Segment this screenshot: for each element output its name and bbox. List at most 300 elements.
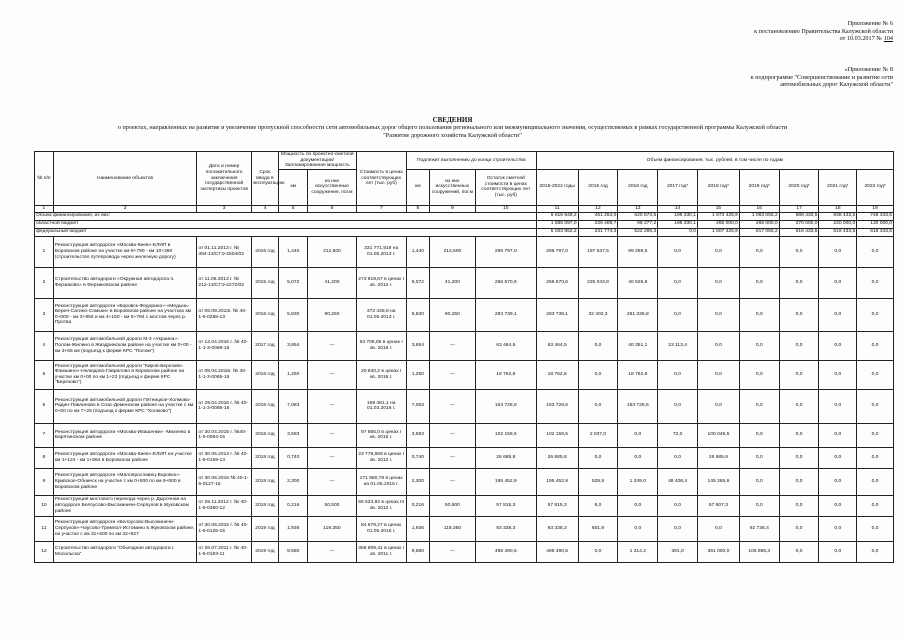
- year-value: 0,0: [697, 331, 739, 360]
- km: 1,440: [279, 236, 308, 267]
- object-name: Реконструкция автомобильной дороги Пятницкое-Холмово-Радин-Павлиново в Спас-Деменском районе на участке с км 0+00 по км 7+25 (подъезд к ферме КРС "Холмово"): [53, 389, 197, 423]
- total: 283 739,1: [536, 298, 578, 331]
- year-value: 0,0: [779, 423, 819, 447]
- projects-table: [34, 151, 894, 563]
- year-value: 105 885,3: [739, 541, 779, 562]
- column-number: 17: [779, 205, 819, 212]
- remaining: 93 338,3: [475, 516, 536, 541]
- table-row: [35, 468, 894, 495]
- summary-label: Объем финансирования, из них:: [35, 212, 537, 220]
- col-2015: 2015 год: [578, 169, 618, 205]
- summary-row: [35, 228, 894, 236]
- col-total: 2015-2022 годы: [536, 169, 578, 205]
- remaining: 63 464,5: [475, 331, 536, 360]
- col-2018: 2018 год*: [697, 169, 739, 205]
- col-no: № п/п: [35, 152, 54, 206]
- year-value: 0,0: [857, 360, 894, 389]
- year-value: 0,0: [779, 331, 819, 360]
- object-name: Реконструкция автодороги «Малоярославец-Боровск»-Кривское-Обнинск на участке с км 0+500 по км 9+000 в Боровском районе: [53, 468, 197, 495]
- year-value: 0,0: [819, 516, 857, 541]
- year-value: 0,0: [697, 267, 739, 298]
- remaining: 102 159,5: [475, 423, 536, 447]
- year-value: 0,0: [819, 541, 857, 562]
- year-value: 32 402,3: [578, 298, 618, 331]
- col-2022: 2022 год*: [857, 169, 894, 205]
- year-value: 0,0: [578, 389, 618, 423]
- year-value: 0,0: [819, 360, 857, 389]
- col-2020: 2020 год*: [779, 169, 819, 205]
- summary-value: 1 585 097,0: [536, 220, 578, 228]
- year-value: 0,0: [618, 447, 658, 468]
- column-number: 14: [658, 205, 698, 212]
- summary-value: 1 083 055,2: [739, 212, 779, 220]
- artificial: 212,500: [308, 236, 356, 267]
- km: 0,216: [279, 495, 308, 516]
- term: 2018 год: [251, 423, 278, 447]
- km: 0,740: [279, 447, 308, 468]
- expertise: от 30.05.2013 г. № 40-1-5-0159-13: [197, 447, 251, 468]
- year-value: 40 526,8: [618, 267, 658, 298]
- done-art: 119,350: [429, 516, 475, 541]
- year-value: 0,0: [739, 236, 779, 267]
- year-value: 0,0: [658, 298, 698, 331]
- table-row: [35, 298, 894, 331]
- object-name: Реконструкция автодороги «Москва-Ивашенки» -Михеево в Барятинском районе: [53, 423, 197, 447]
- year-value: 0,0: [779, 468, 819, 495]
- summary-value: 618 433,5: [819, 228, 857, 236]
- year-value: 391 000,0: [697, 541, 739, 562]
- row-number: 2: [35, 267, 54, 298]
- column-number: 8: [406, 205, 429, 212]
- year-value: 145 265,6: [697, 468, 739, 495]
- km: 5,072: [279, 267, 308, 298]
- cost: 63 708,05 в ценах I кв. 2016 г.: [356, 331, 406, 360]
- expertise: от 12.04.2016 г. № 40-1-1-3-0069-16: [197, 331, 251, 360]
- term: 2019 год: [251, 516, 278, 541]
- table-row: [35, 236, 894, 267]
- column-number: 11: [536, 205, 578, 212]
- year-value: 197 537,5: [578, 236, 618, 267]
- col-done: Подлежит выполнению до конца строительства: [406, 152, 536, 170]
- object-name: Реконструкция автодороги «Боровск-Федорино»-«Медынь-Верея-Сатино-Сомьки» в Боровском районе на участках км 0+000 - км 3+950 и км 4+150 - км 5+784 с мостом через р. Протва: [53, 298, 197, 331]
- col-remaining: Остаток сметной стоимости в ценах соответствующих лет (тыс. руб): [475, 169, 536, 205]
- total: 266 570,6: [536, 267, 578, 298]
- summary-value: 266 000,0: [697, 220, 739, 228]
- year-value: 0,0: [819, 447, 857, 468]
- term: 2017 год: [251, 331, 278, 360]
- artificial: —: [308, 541, 356, 562]
- col-artificial: из них искусственные сооружения, пог.м: [308, 169, 356, 205]
- year-value: 48 408,4: [658, 468, 698, 495]
- appendix8-to: к подпрограмме "Совершенствование и развитие сети: [750, 73, 893, 81]
- column-number: 2: [53, 205, 197, 212]
- year-value: 0,0: [779, 360, 819, 389]
- column-number: 7: [356, 205, 406, 212]
- summary-value: 270 000,0: [779, 220, 819, 228]
- table-row: [35, 423, 894, 447]
- year-value: 0,0: [857, 389, 894, 423]
- summary-value: 618 433,5: [857, 228, 894, 236]
- done-art: 212,500: [429, 236, 475, 267]
- table-row: [35, 516, 894, 541]
- year-value: 100 049,5: [697, 423, 739, 447]
- column-number: 6: [308, 205, 356, 212]
- term: 2016 год: [251, 389, 278, 423]
- year-value: 0,0: [819, 267, 857, 298]
- appendix6-number: 104: [883, 35, 893, 43]
- summary-label: областной бюджет: [35, 220, 537, 228]
- cost: 169 481,1 на 01.03.2016 г.: [356, 389, 406, 423]
- object-name: Реконструкция автомобильной дороги М-3 «Украина»-Полом-Жилино в Жиздринском районе на участке км 0+00 - км 3+65 км (подъезд к ферме КРС "Полом"): [53, 331, 197, 360]
- done-art: 41,200: [429, 267, 475, 298]
- expertise: от 30.04.2015 г. №40-1-5-0084-15: [197, 423, 251, 447]
- year-value: 0,0: [819, 495, 857, 516]
- table-row: [35, 389, 894, 423]
- year-value: 0,0: [697, 389, 739, 423]
- col-cost: Стоимость в ценах соответствующих лет (тыс. руб): [356, 152, 406, 206]
- done-km: 0,216: [406, 495, 429, 516]
- year-value: 0,0: [779, 236, 819, 267]
- year-value: 0,0: [658, 516, 698, 541]
- summary-value: 195 330,1: [658, 220, 698, 228]
- col-capacity: Мощность по проектно-сметной документации/ Запланированная мощность: [279, 152, 357, 170]
- cost: 97 865,0 в ценах I кв. 2015 г.: [356, 423, 406, 447]
- object-name: Реконструкция автомобильной дороги "Киров-Березово-Фомшино»-Нелюдово-Гаврилово в Кировском районе на участке км 0+00 по км 1+23 (подъезд к ферме КРС "Березово"): [53, 360, 197, 389]
- object-name: Реконструкция автодороги «Москва-Киев»-ЕЛИП в Боровском районе на участке км 8+790 - км 10+390 (строительство путепровода через железную дорогу): [53, 236, 197, 267]
- term: 2016 год: [251, 298, 278, 331]
- year-value: 2 037,0: [578, 423, 618, 447]
- artificial: —: [308, 447, 356, 468]
- done-art: —: [429, 541, 475, 562]
- year-value: 601,9: [578, 516, 618, 541]
- row-number: 1: [35, 236, 54, 267]
- column-number: 13: [618, 205, 658, 212]
- total: 63 464,5: [536, 331, 578, 360]
- term: 2018 год: [251, 447, 278, 468]
- term: 2016 год: [251, 236, 278, 267]
- year-value: 0,0: [819, 236, 857, 267]
- column-number: 19: [857, 205, 894, 212]
- col-term: Срок ввода в эксплуатацию: [251, 152, 278, 206]
- col-done-km: км: [406, 169, 429, 205]
- column-number-row: [35, 205, 894, 212]
- expertise: от 26.07.2011 г. № 40-1-5-0193-11: [197, 541, 251, 562]
- summary-value: 620 573,5: [618, 212, 658, 220]
- year-value: 0,0: [857, 541, 894, 562]
- year-value: 0,0: [578, 360, 618, 389]
- year-value: 1 249,0: [618, 468, 658, 495]
- year-value: 72,0: [658, 423, 698, 447]
- summary-value: 6 618 949,2: [536, 212, 578, 220]
- year-value: 57 807,3: [697, 495, 739, 516]
- row-number: 12: [35, 541, 54, 562]
- expertise: от 30.06.2015 № 40-1-5-0127-15: [197, 468, 251, 495]
- done-km: 1,440: [406, 236, 429, 267]
- year-value: 0,0: [697, 236, 739, 267]
- column-number: 15: [697, 205, 739, 212]
- year-value: 99 259,5: [618, 236, 658, 267]
- table-row: [35, 360, 894, 389]
- term: 2015 год: [251, 267, 278, 298]
- col-2021: 2021 год*: [819, 169, 857, 205]
- remaining: 57 815,3: [475, 495, 536, 516]
- summary-value: 5 033 852,2: [536, 228, 578, 236]
- summary-value: 817 055,2: [739, 228, 779, 236]
- term: 2018 год: [251, 495, 278, 516]
- appendix6-date: от 10.03.2017 № 104: [839, 35, 893, 43]
- term: 2018 год: [251, 468, 278, 495]
- total: 102 159,5: [536, 423, 578, 447]
- expertise: от 29.11.2012 г. № 40-1-5-0360-12: [197, 495, 251, 516]
- cost: 171 980,78 в ценах на 01.05.2015 г.: [356, 468, 406, 495]
- column-number: 18: [819, 205, 857, 212]
- total: 18 762,8: [536, 360, 578, 389]
- artificial: —: [308, 360, 356, 389]
- artificial: —: [308, 389, 356, 423]
- row-number: 10: [35, 495, 54, 516]
- summary-value: 888 433,5: [779, 212, 819, 220]
- year-value: 23 113,4: [658, 331, 698, 360]
- table-row: [35, 495, 894, 516]
- year-value: 26 685,8: [697, 447, 739, 468]
- year-value: 0,0: [697, 360, 739, 389]
- remaining: 195 452,9: [475, 468, 536, 495]
- column-number: 4: [251, 205, 278, 212]
- remaining: 18 762,8: [475, 360, 536, 389]
- summary-value: 231 774,3: [578, 228, 618, 236]
- done-art: —: [429, 468, 475, 495]
- column-number: 3: [197, 205, 251, 212]
- km: 1,250: [279, 360, 308, 389]
- year-value: 0,0: [658, 447, 698, 468]
- remaining: 266 570,6: [475, 267, 536, 298]
- total: 163 728,6: [536, 389, 578, 423]
- summary-value: 1 873 425,9: [697, 212, 739, 220]
- summary-value: 522 296,3: [618, 228, 658, 236]
- summary-value: 618 433,5: [779, 228, 819, 236]
- summary-value: 838 433,5: [819, 212, 857, 220]
- term: 2016 год: [251, 360, 278, 389]
- year-value: 0,0: [578, 331, 618, 360]
- year-value: 0,0: [819, 298, 857, 331]
- col-done-art: из них искусственных сооружений, пог.м: [429, 169, 475, 205]
- km: 2,300: [279, 468, 308, 495]
- col-fin: Объем финансирования, тыс. рублей, в том числе по годам: [536, 152, 893, 170]
- year-value: 0,0: [779, 389, 819, 423]
- col-2017: 2017 год*: [658, 169, 698, 205]
- year-value: 18 762,8: [618, 360, 658, 389]
- summary-value: 266 000,0: [739, 220, 779, 228]
- total: 26 685,8: [536, 447, 578, 468]
- done-art: —: [429, 389, 475, 423]
- cost: 366 809,41 в ценах I кв. 2011 г.: [356, 541, 406, 562]
- km: 5,830: [279, 298, 308, 331]
- year-value: 0,0: [857, 298, 894, 331]
- remaining: 498 490,5: [475, 541, 536, 562]
- year-value: 0,0: [819, 468, 857, 495]
- year-value: 0,0: [779, 298, 819, 331]
- year-value: 0,0: [739, 495, 779, 516]
- done-art: —: [429, 447, 475, 468]
- year-value: 0,0: [578, 541, 618, 562]
- summary-value: 220 000,0: [819, 220, 857, 228]
- object-name: Реконструкция автодороги «Белоусово-Высокиничи-Серпухов»-Чаусово-Тремпол-Истомино в Жуковском районе, на участке с км 31+600 по км 32+927: [53, 516, 197, 541]
- done-km: 7,063: [406, 389, 429, 423]
- column-number: 5: [279, 205, 308, 212]
- col-name: Наименование объектов: [53, 152, 197, 206]
- cost: 273 819,67 в ценах I кв. 2012 г.: [356, 267, 406, 298]
- summary-value: 0,0: [658, 228, 698, 236]
- done-km: 5,830: [406, 298, 429, 331]
- row-number: 11: [35, 516, 54, 541]
- remaining: 163 728,6: [475, 389, 536, 423]
- row-number: 9: [35, 468, 54, 495]
- artificial: —: [308, 423, 356, 447]
- total: 195 452,9: [536, 468, 578, 495]
- year-value: 0,0: [779, 447, 819, 468]
- year-value: 0,0: [857, 516, 894, 541]
- column-number: 12: [578, 205, 618, 212]
- done-km: 3,583: [406, 423, 429, 447]
- appendix6-to: к постановлению Правительства Калужской области: [754, 27, 893, 35]
- total: 498 490,5: [536, 541, 578, 562]
- table-row: [35, 267, 894, 298]
- year-value: 0,0: [739, 267, 779, 298]
- expertise: от 11.06.2013 г. № 212-13/СГЭ-2272/02: [197, 267, 251, 298]
- year-value: 0,0: [697, 298, 739, 331]
- column-number: 1: [35, 205, 54, 212]
- year-value: 0,0: [658, 389, 698, 423]
- summary-value: 130 000,0: [857, 220, 894, 228]
- summary-row: [35, 212, 894, 220]
- object-name: Реконструкция автодороги «Москва-Киев»-ЕЛИП на участке км 1+124 - км 1+864 в Боровском районе: [53, 447, 197, 468]
- year-value: 0,0: [739, 423, 779, 447]
- year-value: 0,0: [857, 468, 894, 495]
- year-value: 0,0: [819, 389, 857, 423]
- object-name: Реконструкция мостового перехода через р. Дырочная на автодороге Белоусово-Высокиничи-Серпухов в Жуковском районе: [53, 495, 197, 516]
- done-km: 9,580: [406, 541, 429, 562]
- year-value: 0,0: [739, 468, 779, 495]
- year-value: 0,0: [857, 331, 894, 360]
- object-name: Строительство автодороги «Окружная автодорога п. Ферзиково» в Ферзиковском районе: [53, 267, 197, 298]
- year-value: 0,0: [857, 236, 894, 267]
- summary-value: 748 433,5: [857, 212, 894, 220]
- year-value: 0,0: [857, 447, 894, 468]
- year-value: 0,0: [779, 516, 819, 541]
- year-value: 0,0: [618, 495, 658, 516]
- appendix8-header: [751, 66, 893, 89]
- document-title: [0, 117, 905, 139]
- done-art: 50,500: [429, 495, 475, 516]
- year-value: 0,0: [739, 298, 779, 331]
- done-art: 90,250: [429, 298, 475, 331]
- km: 3,654: [279, 331, 308, 360]
- year-value: 1 214,2: [618, 541, 658, 562]
- total: 57 815,3: [536, 495, 578, 516]
- km: 3,583: [279, 423, 308, 447]
- year-value: 0,0: [857, 423, 894, 447]
- artificial: 90,250: [308, 298, 356, 331]
- year-value: 0,0: [779, 495, 819, 516]
- table-row: [35, 447, 894, 468]
- appendix6-header: [754, 20, 893, 43]
- year-value: 0,0: [739, 447, 779, 468]
- done-km: 0,740: [406, 447, 429, 468]
- row-number: 5: [35, 360, 54, 389]
- title-line1: о проектах, направленных на развитие и увеличение пропускной способности сети автомобильных дорог общего пользования регионального или межмуниципального значения, осуществляемых в рамках государственной программы Калужской области: [117, 124, 788, 132]
- row-number: 7: [35, 423, 54, 447]
- done-km: 1,250: [406, 360, 429, 389]
- cost: 55 523,82 в ценах III кв. 2012 г.: [356, 495, 406, 516]
- done-km: 1,936: [406, 516, 429, 541]
- table-row: [35, 331, 894, 360]
- expertise: от 30.06.2015 г. № 40-1-5-0126-15: [197, 516, 251, 541]
- year-value: 0,0: [658, 236, 698, 267]
- title-line2: "Развитие дорожного хозяйства Калужской области": [383, 131, 522, 139]
- remaining: 283 739,1: [475, 298, 536, 331]
- summary-value: 98 277,2: [618, 220, 658, 228]
- artificial: —: [308, 468, 356, 495]
- row-number: 4: [35, 331, 54, 360]
- cost: 23 778,659 в ценах I кв. 2012 г.: [356, 447, 406, 468]
- year-value: 0,0: [658, 495, 698, 516]
- artificial: 41,200: [308, 267, 356, 298]
- artificial: 119,350: [308, 516, 356, 541]
- summary-value: 461 264,0: [578, 212, 618, 220]
- cost: 20 640,2 в ценах I кв. 2016 г.: [356, 360, 406, 389]
- summary-label: федеральный бюджет: [35, 228, 537, 236]
- year-value: 391,0: [658, 541, 698, 562]
- year-value: 0,0: [739, 331, 779, 360]
- km: 1,936: [279, 516, 308, 541]
- done-art: —: [429, 331, 475, 360]
- done-art: —: [429, 360, 475, 389]
- cost: 331 771,919 на 01.05.2013 г.: [356, 236, 406, 267]
- done-km: 2,300: [406, 468, 429, 495]
- expertise: от 06.09.2013г. № 40-1-5-0288-13: [197, 298, 251, 331]
- year-value: 0,0: [819, 331, 857, 360]
- year-value: 0,0: [857, 267, 894, 298]
- done-km: 3,654: [406, 331, 429, 360]
- year-value: 0,0: [779, 267, 819, 298]
- year-value: 226 043,8: [578, 267, 618, 298]
- year-value: 0,0: [618, 516, 658, 541]
- summary-value: 229 489,7: [578, 220, 618, 228]
- remaining: 296 797,0: [475, 236, 536, 267]
- km: 9,580: [279, 541, 308, 562]
- year-value: 92 736,4: [739, 516, 779, 541]
- year-value: 0,0: [857, 495, 894, 516]
- object-name: Строительство автодороги "Обьездная автодороги г. Мосальска": [53, 541, 197, 562]
- year-value: 0,0: [697, 516, 739, 541]
- column-number: 9: [429, 205, 475, 212]
- total: 93 338,3: [536, 516, 578, 541]
- year-value: 0,0: [819, 423, 857, 447]
- appendix8-to2: автомобильных дорог Калужской области": [780, 81, 893, 89]
- term: 2019 год: [251, 541, 278, 562]
- col-expertise: Дата и номер положительного заключения государственной экспертизы проектов: [197, 152, 251, 206]
- year-value: 0,0: [779, 541, 819, 562]
- expertise: от 08.04.2016г. № 40-1-1-3-0065-16: [197, 360, 251, 389]
- done-km: 5,072: [406, 267, 429, 298]
- year-value: 0,0: [658, 360, 698, 389]
- done-art: —: [429, 423, 475, 447]
- artificial: 50,500: [308, 495, 356, 516]
- year-value: 40 351,1: [618, 331, 658, 360]
- year-value: 529,9: [578, 468, 618, 495]
- km: 7,063: [279, 389, 308, 423]
- appendix6-title: Приложение № 6: [847, 20, 893, 27]
